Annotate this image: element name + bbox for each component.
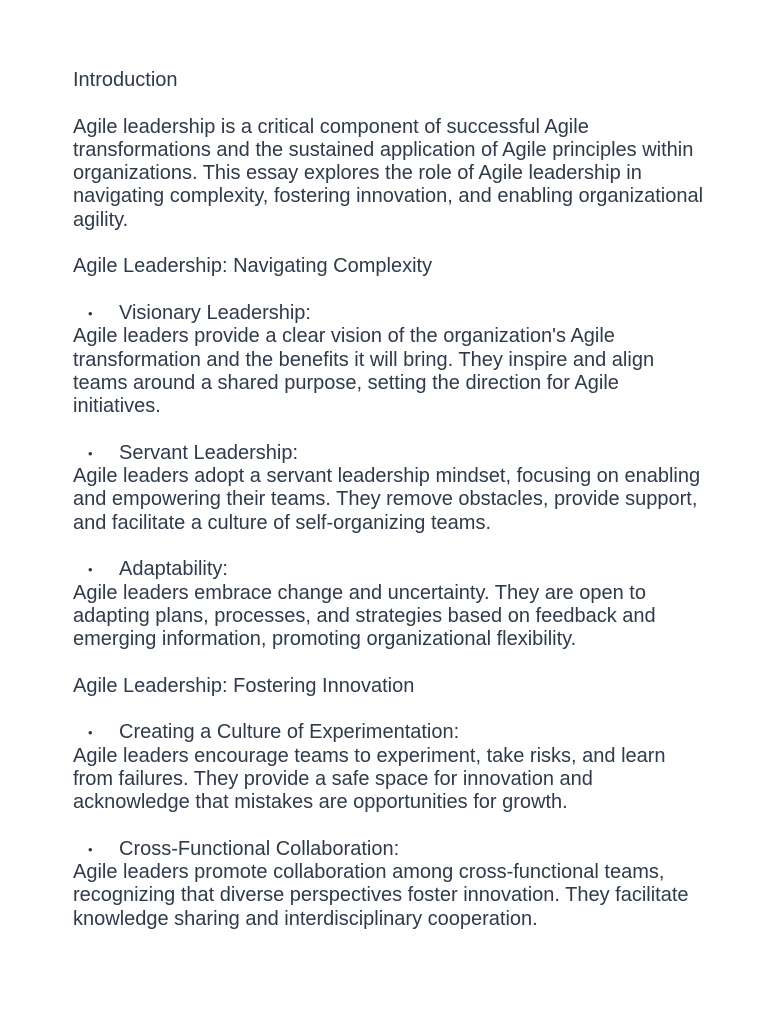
bullet-item-title — [73, 838, 708, 861]
spacer — [73, 651, 708, 674]
item-title-cross-functional-collaboration: Cross-Functional Collaboration: — [119, 837, 400, 860]
section-heading-navigating-complexity: Agile Leadership: Navigating Complexity — [73, 255, 433, 278]
bullet-icon: • — [88, 841, 93, 857]
intro-heading: Introduction — [73, 69, 178, 91]
spacer — [73, 815, 708, 838]
item-title-adaptability: Adaptability: — [119, 558, 228, 581]
bullet-icon: • — [88, 305, 93, 321]
bullet-icon: • — [88, 725, 93, 741]
spacer — [73, 92, 708, 115]
bullet-item-title — [73, 302, 708, 325]
bullet-item-title — [73, 721, 708, 744]
spacer — [73, 418, 708, 441]
item-text-cross-functional-collaboration: Agile leaders promote collaboration among cross-functional teams, recognizing that diverse perspectives foster innovation. They facilitate knowledge sharing and interdisciplinary cooperation. — [73, 861, 689, 930]
bullet-item-title — [73, 442, 708, 465]
item-title-servant-leadership: Servant Leadership: — [119, 441, 299, 464]
item-title-culture-of-experimentation: Creating a Culture of Experimentation: — [119, 721, 460, 744]
spacer — [73, 698, 708, 721]
item-text-servant-leadership: Agile leaders adopt a servant leadership mindset, focusing on enabling and empowering their teams. They remove obstacles, provide support, and facilitate a culture of self-organizing teams. — [73, 465, 701, 534]
item-text-adaptability: Agile leaders embrace change and uncertainty. They are open to adapting plans, processes, and strategies based on feedback and emerging information, promoting organizational flexibility. — [73, 581, 656, 651]
item-title-visionary-leadership: Visionary Leadership: — [119, 301, 311, 324]
item-text-visionary-leadership: Agile leaders provide a clear vision of the organization's Agile transformation and the benefits it will bring. They inspire and align teams around a shared purpose, setting the direction for Agile initiatives. — [73, 325, 655, 418]
bullet-icon: • — [88, 445, 93, 461]
bullet-item-title — [73, 558, 708, 581]
spacer — [73, 279, 708, 302]
intro-paragraph: Agile leadership is a critical component of successful Agile transformations and the sustained application of Agile principles within organizations. This essay explores the role of Agile leadership in navigating complexity, fostering innovation, and enabling organizational agility. — [73, 115, 704, 231]
item-text-culture-of-experimentation: Agile leaders encourage teams to experiment, take risks, and learn from failures. They provide a safe space for innovation and acknowledge that mistakes are opportunities for growth. — [73, 744, 666, 814]
spacer — [73, 232, 708, 255]
spacer — [73, 535, 708, 558]
bullet-icon: • — [88, 562, 93, 578]
section-heading-fostering-innovation: Agile Leadership: Fostering Innovation — [73, 674, 415, 697]
